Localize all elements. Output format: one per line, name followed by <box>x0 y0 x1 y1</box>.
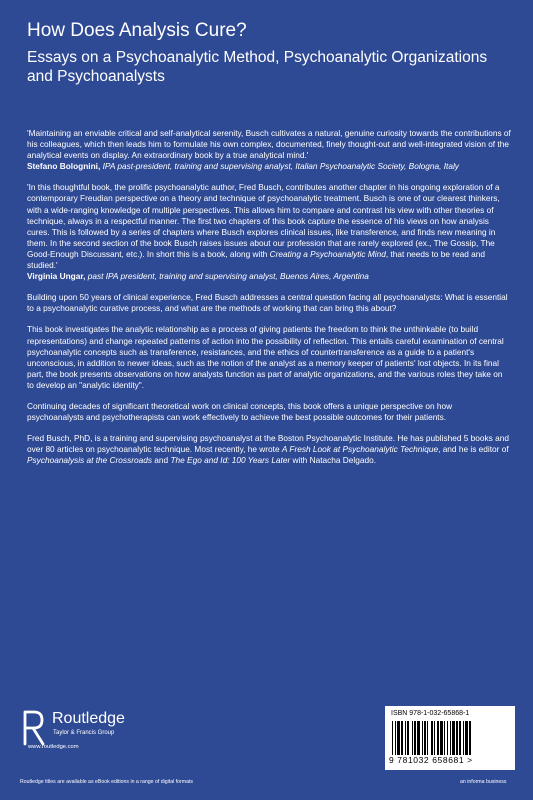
endorsement-2-text-before: 'In this thoughtful book, the prolific psychoanalytic author, Fred Busch, contributes another chapter in his ongoing exploration of a contemporary Freudian perspective on a theory and technique of psychoanalytic treatment. Busch is one of our clearest thinkers, with a wide-ranging knowledge of multiple perspectives. This allows him to compare and contrast his view with other theories of technique, always in a respectful manner. The first two chapters of this book capture the essence of his views on how analysis cures. This is followed by a series of chapters where Busch explores clinical issues, like transference, and finds new meaning in them. In the second section of the book Busch raises issues about our profession that are rarely explored (ex., The Gossip, The Good-Enough Discussant, etc.). In short this is a book, along with <box>27 182 500 259</box>
book-title: How Does Analysis Cure? <box>27 20 247 41</box>
footer-informa: an informa business <box>460 779 507 785</box>
author-bio-book-2: Psychoanalysis at the Crossroads <box>27 455 152 466</box>
author-bio-mid-1: , and he is editor of <box>438 444 509 455</box>
description-paragraph-1: Building upon 50 years of clinical experience, Fred Busch addresses a central question facing all psychoanalysts: What is essential to a psychoanalytic curative process, and what are the methods of working that can bring this about? <box>27 292 508 314</box>
author-bio <box>27 433 511 466</box>
endorsement-2-book-title: Creating a Psychoanalytic Mind <box>269 248 386 259</box>
book-subtitle: Essays on a Psychoanalytic Method, Psychoanalytic Organizations and Psychoanalysts <box>27 49 488 85</box>
routledge-r-icon <box>22 710 46 746</box>
barcode-panel <box>385 706 515 770</box>
barcode-icon <box>391 721 509 755</box>
endorsement-1 <box>27 128 511 172</box>
endorsement-1-credit: IPA past-president, training and supervising analyst, Italian Psychoanalytic Society, Bologna, Italy <box>100 161 459 172</box>
isbn-label: ISBN 978-1-032-65868-1 <box>391 710 470 717</box>
footer-ebook-note: Routledge titles are available as eBook editions in a range of digital formats <box>20 779 194 785</box>
back-cover-text <box>27 128 511 476</box>
endorsement-2 <box>27 182 511 282</box>
endorsement-2-author: Virginia Ungar, <box>27 271 86 282</box>
description-paragraph-2: This book investigates the analytic relationship as a process of giving patients the freedom to think the unthinkable (to build representations) and change repeated patterns of action into the possibility of reflection. This entails careful examination of central psychoanalytic concepts such as transference, resistances, and the ethics of countertransference as a guide to a patient's unconscious, in addition to newer ideas, such as the notion of the analyst as a memory keeper of patients' lost objects. In its final part, the book presents observations on how analysts function as part of analytic organizations, and the various roles they take on to develop an "analytic identity". <box>27 324 504 390</box>
endorsement-2-credit: past IPA president, training and supervising analyst, Buenos Aires, Argentina <box>85 271 369 282</box>
description-paragraph-3: Continuing decades of significant theoretical work on clinical concepts, this book offers a unique perspective on how psychoanalysts and psychotherapists can work effectively to achieve the best possible outcomes for their patients. <box>27 400 453 423</box>
author-bio-after: with Natacha Delgado. <box>290 455 377 466</box>
publisher-name: Routledge <box>52 710 125 727</box>
endorsement-2-text-after: , that needs to be read and studied.' <box>27 248 485 271</box>
endorsement-1-text: 'Maintaining an enviable critical and self-analytical serenity, Busch cultivates a natural, genuine curiosity towards the contributions of his colleagues, which then leads him to formulate his own complex, documented, finely thought-out and well-integrated vision of the analytical events on display. An extraordinary book by a true analytical mind.' <box>27 128 511 161</box>
publisher-group: Taylor & Francis Group <box>53 730 115 736</box>
endorsement-1-author: Stefano Bolognini, <box>27 161 101 172</box>
author-bio-before: Fred Busch, PhD, is a training and supervising psychoanalyst at the Boston Psychoanalytic Institute. He has published 5 books and over 80 articles on psychoanalytic technique. Most recently, he wrote <box>27 433 509 455</box>
author-bio-book-3: The Ego and Id: 100 Years Later <box>170 455 291 466</box>
publisher-website[interactable]: www.routledge.com <box>28 744 79 750</box>
barcode-digits: 9 781032 658681 > <box>389 755 473 765</box>
author-bio-mid-2: and <box>151 455 171 466</box>
author-bio-book-1: A Fresh Look at Psychoanalytic Technique <box>281 444 439 455</box>
